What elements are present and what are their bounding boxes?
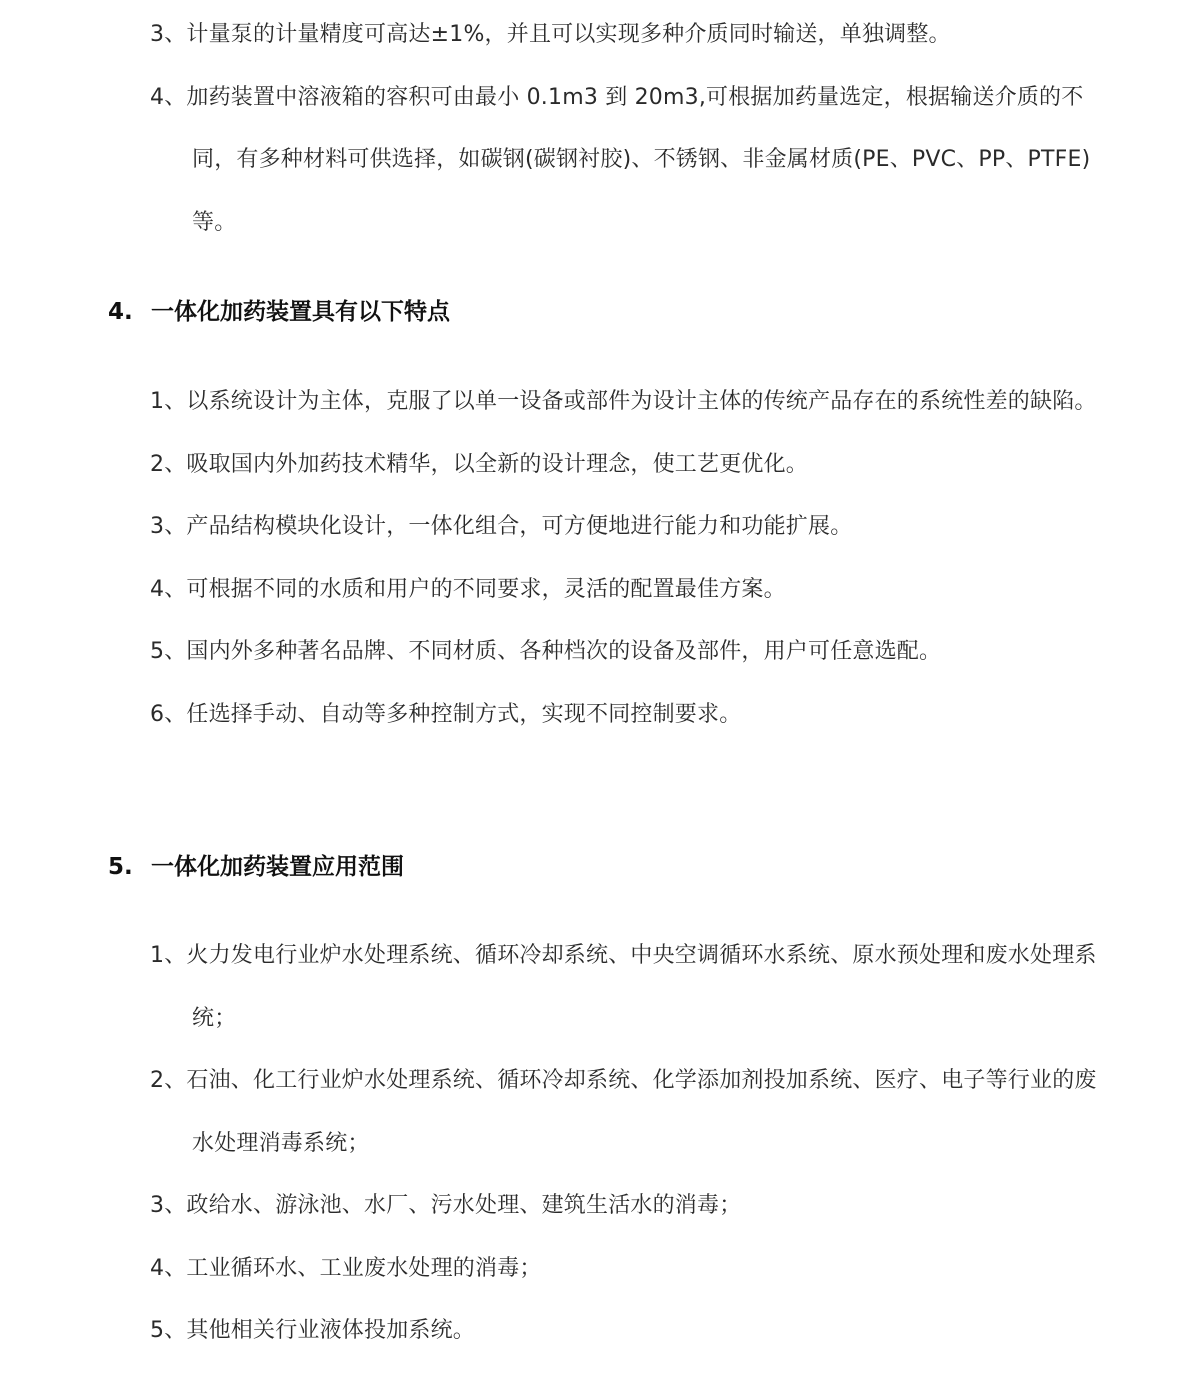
list-item: [150, 4, 1100, 67]
item-number: 4、: [150, 576, 187, 602]
list-item: [150, 371, 1100, 434]
list-item: [150, 559, 1100, 622]
item-text: 石油、化工行业炉水处理系统、循环冷却系统、化学添加剂投加系统、医疗、电子等行业的废水处理消毒系统；: [186, 1068, 1097, 1156]
section-title: 一体化加药装置应用范围: [151, 854, 404, 880]
item-text: 加药装置中溶液箱的容积可由最小 0.1m3 到 20m3,可根据加药量选定，根据输送介质的不同，有多种材料可供选择，如碳钢(碳钢衬胶)、不锈钢、非金属材质(PE、PVC、PP、PTFE)等。: [186, 84, 1091, 235]
item-number: 4、: [150, 84, 187, 110]
item-text: 以系统设计为主体，克服了以单一设备或部件为设计主体的传统产品存在的系统性差的缺陷。: [186, 389, 1097, 414]
item-number: 6、: [150, 701, 187, 727]
section-number: 4.: [108, 299, 133, 325]
item-number: 2、: [150, 451, 187, 477]
list-continued: [150, 4, 1100, 254]
item-text: 计量泵的计量精度可高达±1%，并且可以实现多种介质同时输送，单独调整。: [186, 22, 951, 47]
list-item: [150, 1050, 1100, 1175]
item-text: 火力发电行业炉水处理系统、循环冷却系统、中央空调循环水系统、原水预处理和废水处理系统；: [186, 943, 1097, 1031]
list-item: [150, 1238, 1100, 1301]
features-list: [150, 371, 1100, 746]
list-item: [150, 1300, 1100, 1363]
section-number: 5.: [108, 854, 133, 880]
item-number: 1、: [150, 943, 187, 968]
item-text: 国内外多种著名品牌、不同材质、各种档次的设备及部件，用户可任意选配。: [186, 639, 942, 664]
item-text: 政给水、游泳池、水厂、污水处理、建筑生活水的消毒；: [186, 1193, 742, 1218]
item-text: 可根据不同的水质和用户的不同要求，灵活的配置最佳方案。: [186, 576, 786, 602]
item-number: 5、: [150, 1318, 187, 1343]
item-text: 任选择手动、自动等多种控制方式，实现不同控制要求。: [186, 701, 742, 727]
item-number: 2、: [150, 1068, 187, 1093]
list-item: [150, 621, 1100, 684]
list-item: [150, 1175, 1100, 1238]
section-title: 一体化加药装置具有以下特点: [151, 299, 450, 325]
item-text: 产品结构模块化设计，一体化组合，可方便地进行能力和功能扩展。: [186, 514, 853, 539]
item-text: 其他相关行业液体投加系统。: [186, 1318, 476, 1343]
item-number: 3、: [150, 514, 187, 539]
item-number: 4、: [150, 1255, 187, 1281]
item-number: 1、: [150, 389, 187, 414]
item-number: 3、: [150, 1193, 187, 1218]
list-item: [150, 684, 1100, 747]
applications-list: [150, 925, 1100, 1363]
item-number: 3、: [150, 22, 187, 47]
section-heading-features: [108, 297, 450, 327]
item-text: 吸取国内外加药技术精华，以全新的设计理念，使工艺更优化。: [186, 451, 809, 477]
item-number: 5、: [150, 639, 187, 664]
list-item: [150, 496, 1100, 559]
list-item: [150, 67, 1100, 255]
section-heading-applications: [108, 852, 404, 882]
list-item: [150, 925, 1100, 1050]
item-text: 工业循环水、工业废水处理的消毒；: [186, 1255, 542, 1281]
list-item: [150, 434, 1100, 497]
